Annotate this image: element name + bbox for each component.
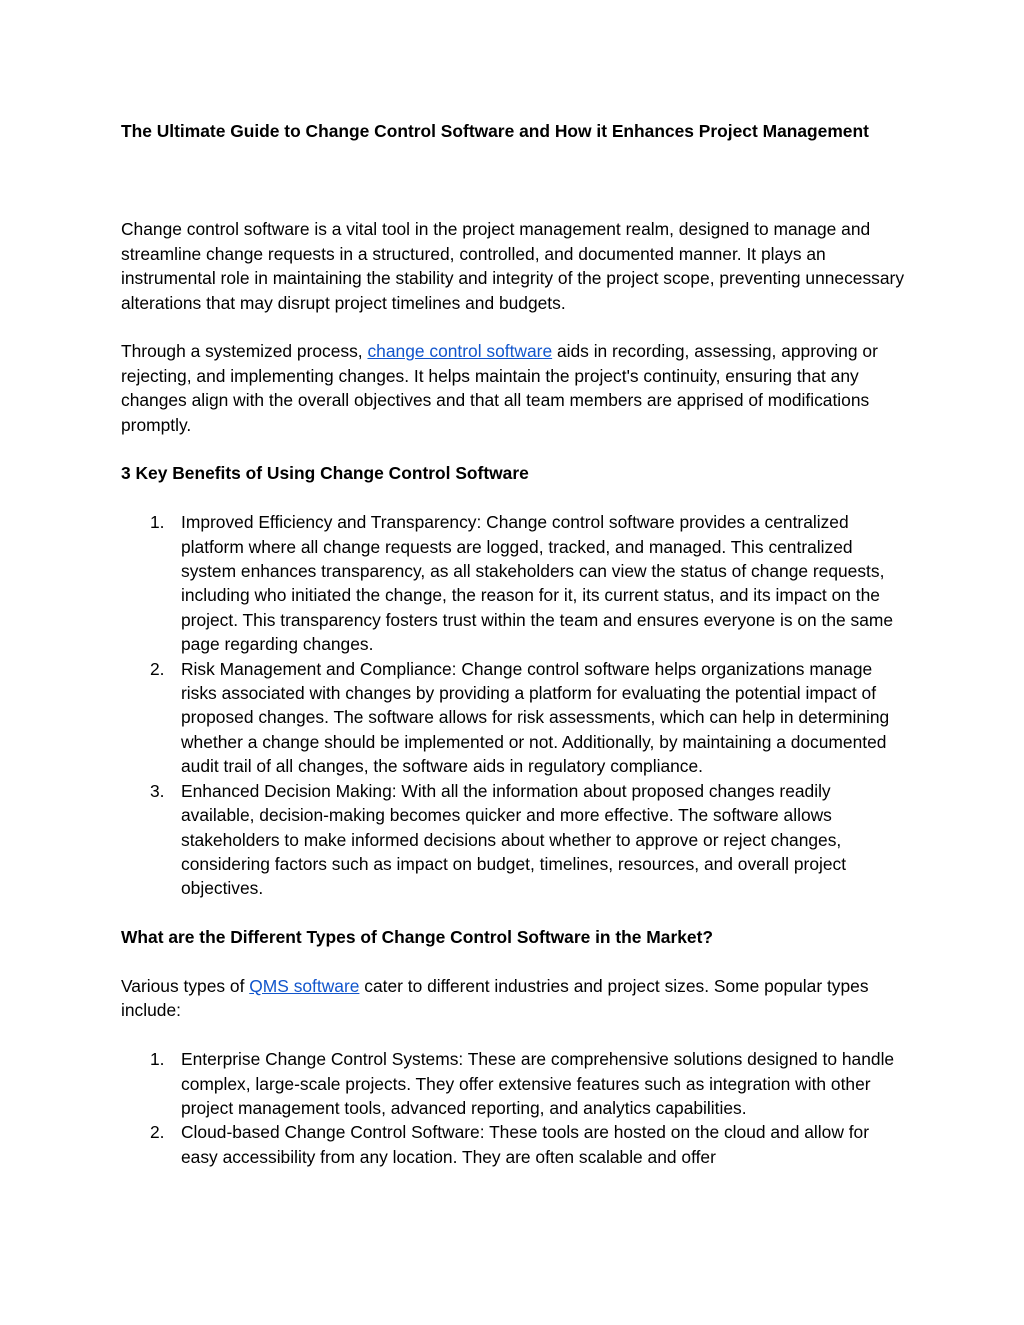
list-item-text: Enterprise Change Control Systems: These are comprehensive solutions designed to handle complex, large-scale projects. They offer extensive features such as integration with other project management tools, advanced reporting, and analytics capabilities.	[181, 1049, 895, 1118]
list-item-text: Improved Efficiency and Transparency: Change control software provides a centralized platform where all change requests are logged, tracked, and managed. This centralized system enhances transparency, as all stakeholders can view the status of change requests, including who initiated the change, the reason for it, its current status, and its impact on the project. This transparency fosters trust within the team and ensures everyone is on the same page regarding changes.	[181, 512, 894, 655]
intro-paragraph: Change control software is a vital tool in the project management realm, designed to manage and streamline change requests in a structured, controlled, and documented manner. It plays an instrumental role in maintaining the stability and integrity of the project scope, preventing unnecessary alterations that may disrupt project timelines and budgets.	[121, 219, 905, 313]
list-number: 1.	[150, 512, 165, 533]
process-paragraph	[121, 339, 905, 437]
list-number: 2.	[150, 1122, 165, 1143]
qms-software-link[interactable]: QMS software	[249, 975, 360, 996]
types-intro-paragraph	[121, 974, 905, 1023]
change-control-software-link[interactable]: change control software	[367, 341, 553, 362]
list-number: 3.	[150, 780, 165, 801]
list-item	[121, 657, 905, 779]
list-item-text: Enhanced Decision Making: With all the information about proposed changes readily available, decision-making becomes quicker and more effective. The software allows stakeholders to make informed decisions about whether to approve or reject changes, considering factors such as impact on budget, timelines, resources, and overall project objectives.	[181, 780, 847, 899]
list-number: 2.	[150, 658, 165, 679]
list-item-text: Risk Management and Compliance: Change control software helps organizations manage risks associated with changes by providing a platform for evaluating the potential impact of proposed changes. The software allows for risk assessments, which can help in determining whether a change should be implemented or not. Additionally, by maintaining a documented audit trail of all changes, the software aids in regulatory compliance.	[181, 658, 890, 777]
list-item	[121, 510, 905, 656]
list-item	[121, 1047, 905, 1120]
list-number: 1.	[150, 1049, 165, 1070]
types-text-after: cater to different industries and project sizes. Some popular types include:	[121, 975, 869, 1021]
types-list	[121, 1047, 905, 1169]
document-content	[121, 119, 905, 1194]
list-item	[121, 779, 905, 901]
process-text-after: aids in recording, assessing, approving or rejecting, and implementing changes. It helps maintain the project's continuity, ensuring that any changes align with the overall objectives and that all team members are apprised of modifications promptly.	[121, 341, 878, 435]
process-text-before: Through a systemized process,	[121, 341, 368, 362]
list-item-text: Cloud-based Change Control Software: These tools are hosted on the cloud and allow for easy accessibility from any location. They are often scalable and offer	[181, 1122, 869, 1167]
types-heading: What are the Different Types of Change Control Software in the Market?	[121, 927, 713, 948]
benefits-heading: 3 Key Benefits of Using Change Control Software	[121, 463, 529, 484]
document-title: The Ultimate Guide to Change Control Software and How it Enhances Project Management	[121, 121, 869, 141]
benefits-list	[121, 510, 905, 901]
list-item	[121, 1120, 905, 1169]
types-text-before: Various types of	[121, 975, 250, 996]
